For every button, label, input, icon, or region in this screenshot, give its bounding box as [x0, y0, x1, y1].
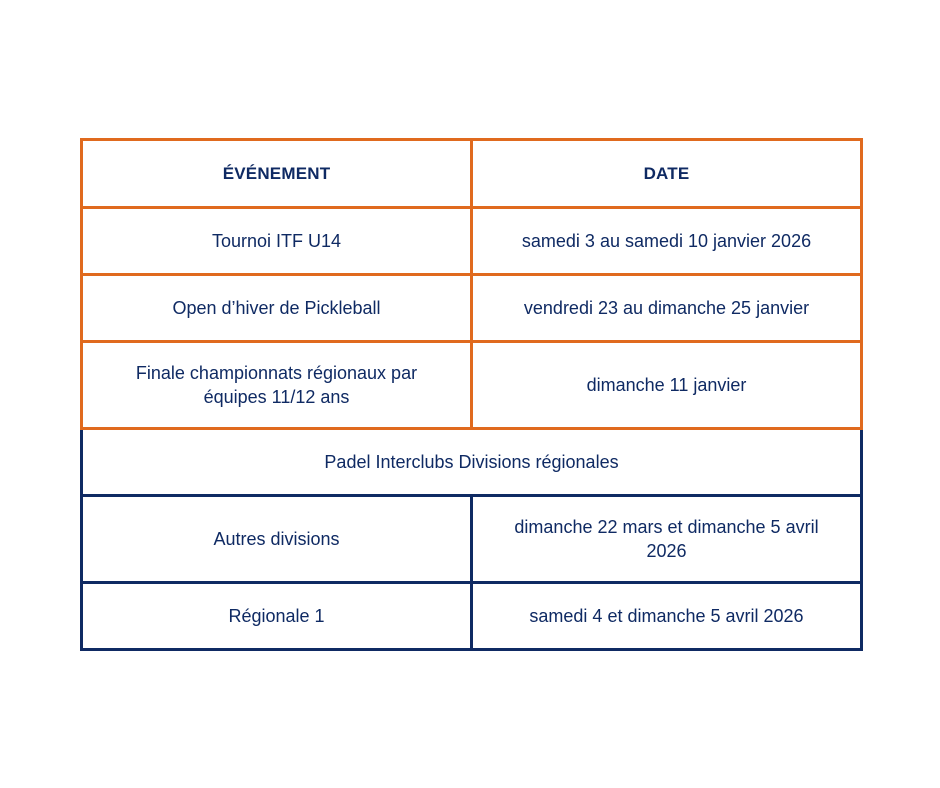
table-row [82, 208, 862, 275]
date-cell: samedi 4 et dimanche 5 avril 2026 [472, 583, 862, 650]
date-cell: dimanche 11 janvier [472, 342, 862, 429]
event-cell: Open d’hiver de Pickleball [82, 275, 472, 342]
header-event: ÉVÉNEMENT [82, 140, 472, 208]
date-cell: samedi 3 au samedi 10 janvier 2026 [472, 208, 862, 275]
table-header-row [82, 140, 862, 208]
events-table [80, 138, 863, 651]
table-row [82, 275, 862, 342]
event-cell: Régionale 1 [82, 583, 472, 650]
section-title: Padel Interclubs Divisions régionales [82, 429, 862, 496]
event-cell: Tournoi ITF U14 [82, 208, 472, 275]
date-cell: dimanche 22 mars et dimanche 5 avril 2026 [472, 496, 862, 583]
section-header-row [82, 429, 862, 496]
table-row [82, 496, 862, 583]
table-row [82, 583, 862, 650]
table-row [82, 342, 862, 429]
event-cell: Autres divisions [82, 496, 472, 583]
date-cell: vendredi 23 au dimanche 25 janvier [472, 275, 862, 342]
event-cell: Finale championnats régionaux par équipes 11/12 ans [82, 342, 472, 429]
header-date: DATE [472, 140, 862, 208]
